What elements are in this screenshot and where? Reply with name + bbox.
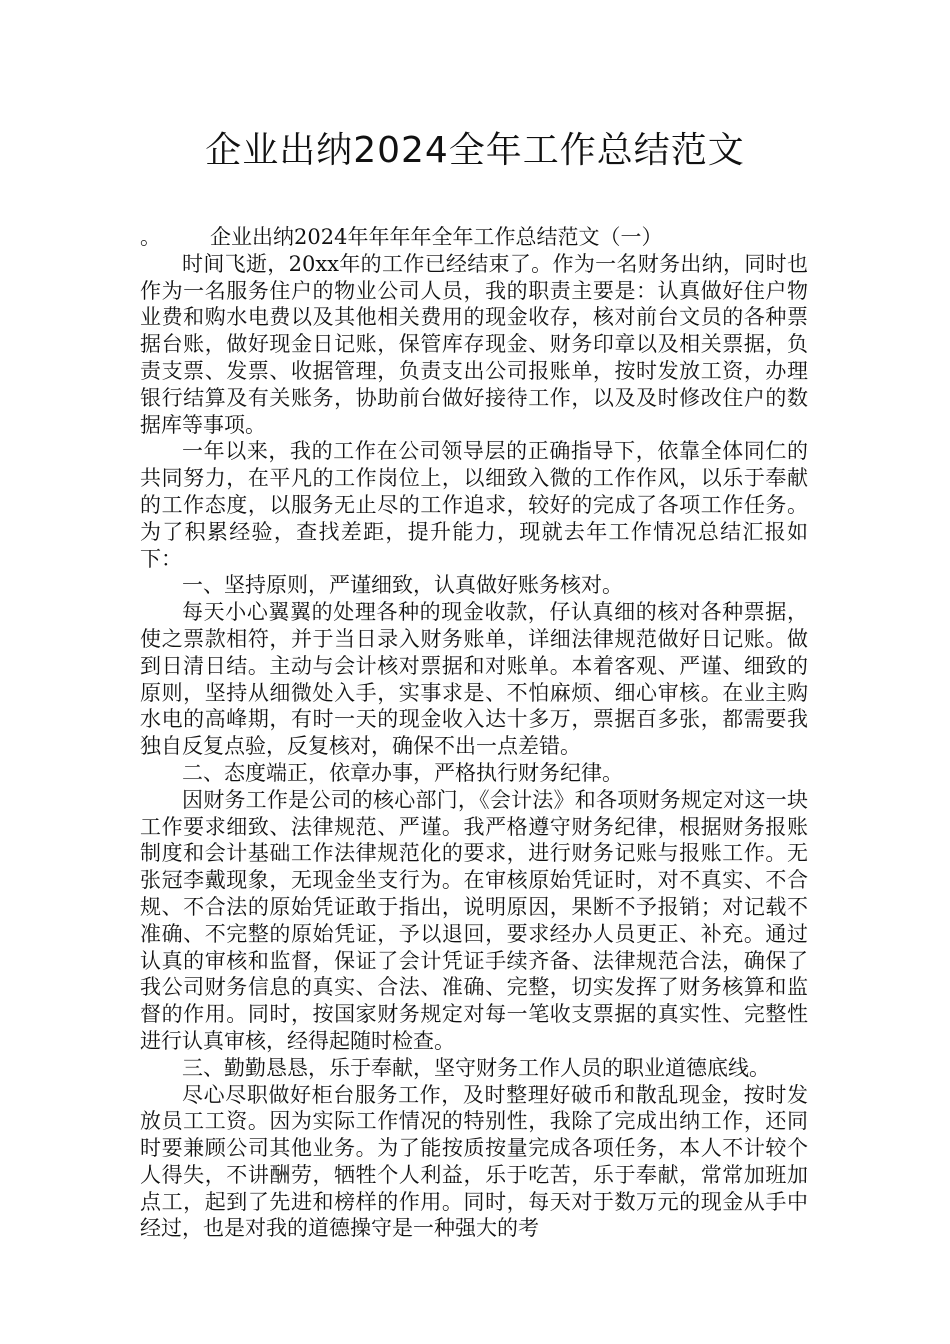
section-heading-2: 二、态度端正，依章办事，严格执行财务纪律。 xyxy=(182,760,623,785)
paragraph-overview: 一年以来，我的工作在公司领导层的正确指导下，依靠全体同仁的共同努力，在平凡的工作岗位上，以细致入微的工作作风，以乐于奉献的工作态度，以服务无止尽的工作追求，较好的完成了各项工作任务。为了积累经验，查找差距，提升能力，现就去年工作情况总结汇报如下： xyxy=(140,439,808,571)
paragraph-section-3: 尽心尽职做好柜台服务工作，及时整理好破币和散乱现金，按时发放员工工资。因为实际工作情况的特别性，我除了完成出纳工作，还同时要兼顾公司其他业务。为了能按质按量完成各项任务，本人不计较个人得失，不讲酬劳，牺牲个人利益，乐于吃苦，乐于奉献，常常加班加点工，起到了先进和榜样的作用。同时，每天对于数万元的现金从手中经过，也是对我的道德操守是一种强大的考 xyxy=(140,1082,808,1241)
document-title: 企业出纳2024全年工作总结范文 xyxy=(205,130,745,171)
paragraph-section-2: 因财务工作是公司的核心部门，《会计法》和各项财务规定对这一块工作要求细致、法律规范、严谨。我严格遵守财务纪律，根据财务报账制度和会计基础工作法律规范化的要求，进行财务记账与报账工作。无张冠李戴现象，无现金坐支行为。在审核原始凭证时，对不真实、不合规、不合法的原始凭证敢于指出，说明原因，果断不予报销；对记载不准确、不完整的原始凭证，予以退回，要求经办人员更正、补充。通过认真的审核和监督，保证了会计凭证手续齐备、法律规范合法，确保了我公司财务信息的真实、合法、准确、完整，切实发挥了财务核算和监督的作用。同时，按国家财务规定对每一笔收支票据的真实性、完整性进行认真审核，经得起随时检查。 xyxy=(140,787,808,1053)
paragraph-duties: 时间飞逝，20xx年的工作已经结束了。作为一名财务出纳，同时也作为一名服务住户的物业公司人员，我的职责主要是：认真做好住户物业费和购水电费以及其他相关费用的现金收存，核对前台文员的各种票据台账，做好现金日记账，保管库存现金、财务印章以及相关票据，负责支票、发票、收据管理，负责支出公司报账单，按时发放工资，办理银行结算及有关账务，协助前台做好接待工作，以及及时修改住户的数据库等事项。 xyxy=(140,251,808,437)
section-heading-1: 一、坚持原则，严谨细致，认真做好账务核对。 xyxy=(182,573,623,598)
subtitle-line xyxy=(140,224,808,251)
paragraph-section-1: 每天小心翼翼的处理各种的现金收款，仔认真细的核对各种票据，使之票款相符，并于当日录入财务账单，详细法律规范做好日记账。做到日清日结。主动与会计核对票据和对账单。本着客观、严谨、细致的原则，坚持从细微处入手，实事求是、不怕麻烦、细心审核。在业主购水电的高峰期，有时一天的现金收入达十多万，票据百多张，都需要我独自反复点验，反复核对，确保不出一点差错。 xyxy=(140,600,808,759)
document-body xyxy=(140,224,808,1242)
section-heading-3: 三、勤勤恳恳，乐于奉献，坚守财务工作人员的职业道德底线。 xyxy=(182,1055,770,1080)
subtitle-text: 企业出纳2024年年年年全年工作总结范文（一） xyxy=(210,225,663,249)
subtitle-marker: 。 xyxy=(140,225,161,249)
